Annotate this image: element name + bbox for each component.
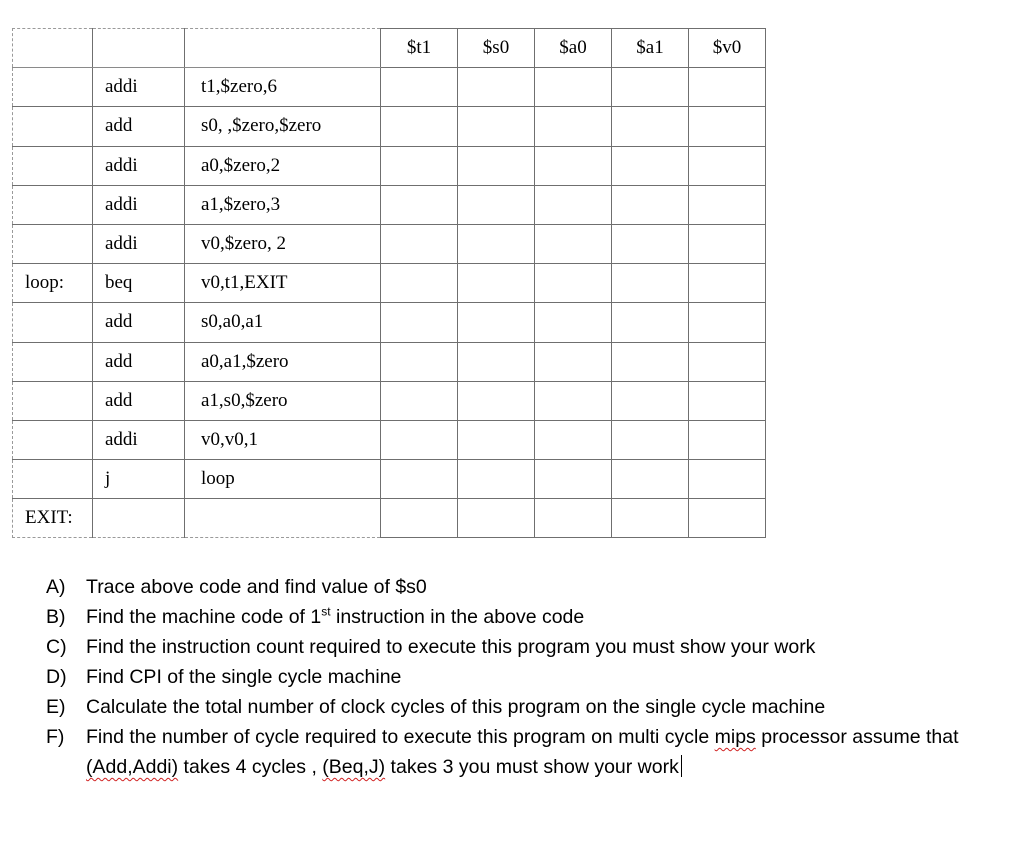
label-cell [13,68,93,107]
trace-cell-t1[interactable] [381,420,458,459]
trace-cell-v0[interactable] [689,420,766,459]
table-row [13,420,766,459]
question-letter: B) [46,606,66,628]
operands-cell [185,499,381,538]
spellcheck-word: (Beq,J) [322,756,386,778]
label-cell [13,224,93,263]
opcode-cell: add [93,303,185,342]
question-text: Calculate the total number of clock cycles of this program on the single cycle machine [86,696,826,718]
operands-cell: v0,t1,EXIT [185,264,381,303]
trace-cell-t1[interactable] [381,264,458,303]
trace-cell-v0[interactable] [689,264,766,303]
question-text-part: takes 4 cycles , [178,756,323,778]
trace-table [12,28,766,538]
question-text: Find the instruction count required to execute this program you must show your work [86,636,816,658]
spellcheck-word: mips [714,726,756,748]
trace-cell-s0[interactable] [458,107,535,146]
reg-header-t1: $t1 [381,29,458,68]
trace-cell-s0[interactable] [458,420,535,459]
trace-cell-t1[interactable] [381,342,458,381]
table-row [13,264,766,303]
label-cell [13,342,93,381]
trace-cell-v0[interactable] [689,68,766,107]
question-f[interactable] [46,722,1006,782]
opcode-cell: j [93,460,185,499]
operands-cell: t1,$zero,6 [185,68,381,107]
trace-cell-t1[interactable] [381,68,458,107]
trace-cell-a0[interactable] [535,185,612,224]
trace-cell-a1[interactable] [612,460,689,499]
question-text-part: processor assume that [755,726,959,748]
trace-cell-a1[interactable] [612,224,689,263]
question-letter: D) [46,666,67,688]
blank-header-cell [13,29,93,68]
opcode-cell [93,499,185,538]
trace-cell-t1[interactable] [381,499,458,538]
trace-cell-a1[interactable] [612,499,689,538]
label-cell [13,107,93,146]
ordinal-suffix: st [321,604,331,619]
table-row [13,224,766,263]
trace-cell-s0[interactable] [458,303,535,342]
question-d [46,662,1006,692]
question-letter: C) [46,636,67,658]
trace-cell-t1[interactable] [381,303,458,342]
trace-cell-a0[interactable] [535,342,612,381]
question-text-part: takes 3 you must show your work [385,756,679,778]
trace-cell-t1[interactable] [381,146,458,185]
trace-cell-a1[interactable] [612,185,689,224]
trace-cell-a0[interactable] [535,264,612,303]
table-row [13,146,766,185]
trace-cell-v0[interactable] [689,303,766,342]
opcode-cell: addi [93,224,185,263]
trace-cell-v0[interactable] [689,381,766,420]
operands-cell: v0,$zero, 2 [185,224,381,263]
reg-header-v0: $v0 [689,29,766,68]
trace-cell-a1[interactable] [612,303,689,342]
trace-cell-s0[interactable] [458,342,535,381]
question-b [46,602,1006,632]
trace-cell-s0[interactable] [458,460,535,499]
trace-cell-t1[interactable] [381,224,458,263]
trace-cell-t1[interactable] [381,381,458,420]
opcode-cell: addi [93,185,185,224]
operands-cell: s0,a0,a1 [185,303,381,342]
table-row [13,381,766,420]
opcode-cell: beq [93,264,185,303]
trace-cell-a0[interactable] [535,303,612,342]
table-row [13,499,766,538]
operands-cell: a0,$zero,2 [185,146,381,185]
trace-cell-a1[interactable] [612,381,689,420]
trace-cell-a1[interactable] [612,68,689,107]
trace-cell-a1[interactable] [612,342,689,381]
question-text-start: Find the machine code of 1 [86,606,322,628]
trace-cell-v0[interactable] [689,499,766,538]
trace-cell-s0[interactable] [458,499,535,538]
label-cell [13,381,93,420]
table-row [13,460,766,499]
trace-cell-a0[interactable] [535,107,612,146]
trace-cell-a1[interactable] [612,146,689,185]
trace-cell-a1[interactable] [612,107,689,146]
reg-header-a0: $a0 [535,29,612,68]
trace-cell-s0[interactable] [458,185,535,224]
trace-cell-s0[interactable] [458,146,535,185]
trace-cell-s0[interactable] [458,381,535,420]
opcode-cell: addi [93,68,185,107]
spellcheck-word: (Add,Addi) [86,756,179,778]
question-a [46,572,1006,602]
question-letter: E) [46,696,66,718]
trace-cell-a1[interactable] [612,420,689,459]
opcode-cell: add [93,107,185,146]
operands-cell: s0, ,$zero,$zero [185,107,381,146]
label-cell [13,185,93,224]
header-row [13,29,766,68]
table-row [13,342,766,381]
opcode-cell: add [93,381,185,420]
trace-cell-s0[interactable] [458,264,535,303]
operands-cell: a1,s0,$zero [185,381,381,420]
operands-cell: loop [185,460,381,499]
trace-cell-a0[interactable] [535,499,612,538]
blank-header-cell [185,29,381,68]
trace-cell-v0[interactable] [689,185,766,224]
text-cursor [681,755,682,777]
reg-header-a1: $a1 [612,29,689,68]
trace-cell-s0[interactable] [458,224,535,263]
trace-cell-t1[interactable] [381,107,458,146]
question-letter: F) [46,726,65,748]
trace-cell-v0[interactable] [689,224,766,263]
trace-cell-v0[interactable] [689,146,766,185]
opcode-cell: add [93,342,185,381]
trace-cell-t1[interactable] [381,460,458,499]
table-row [13,303,766,342]
blank-header-cell [93,29,185,68]
table-row [13,107,766,146]
reg-header-s0: $s0 [458,29,535,68]
label-cell [13,303,93,342]
trace-cell-a1[interactable] [612,264,689,303]
trace-cell-v0[interactable] [689,107,766,146]
question-text-part: Find the number of cycle required to execute this program on multi cycle [86,726,715,748]
operands-cell: v0,v0,1 [185,420,381,459]
trace-cell-a0[interactable] [535,460,612,499]
table-row [13,185,766,224]
table-row [13,68,766,107]
trace-cell-a0[interactable] [535,224,612,263]
opcode-cell: addi [93,420,185,459]
label-cell [13,460,93,499]
label-cell: EXIT: [13,499,93,538]
question-text: Trace above code and find value of $s0 [86,576,427,598]
question-text-end: instruction in the above code [330,606,585,628]
trace-cell-s0[interactable] [458,68,535,107]
question-e [46,692,1006,722]
operands-cell: a0,a1,$zero [185,342,381,381]
opcode-cell: addi [93,146,185,185]
question-list [46,572,1006,782]
trace-cell-a0[interactable] [535,381,612,420]
operands-cell: a1,$zero,3 [185,185,381,224]
label-cell [13,146,93,185]
trace-cell-v0[interactable] [689,342,766,381]
trace-cell-a0[interactable] [535,146,612,185]
trace-cell-v0[interactable] [689,460,766,499]
trace-cell-t1[interactable] [381,185,458,224]
trace-cell-a0[interactable] [535,68,612,107]
question-c [46,632,1006,662]
question-letter: A) [46,576,66,598]
label-cell: loop: [13,264,93,303]
trace-cell-a0[interactable] [535,420,612,459]
question-text: Find CPI of the single cycle machine [86,666,402,688]
label-cell [13,420,93,459]
